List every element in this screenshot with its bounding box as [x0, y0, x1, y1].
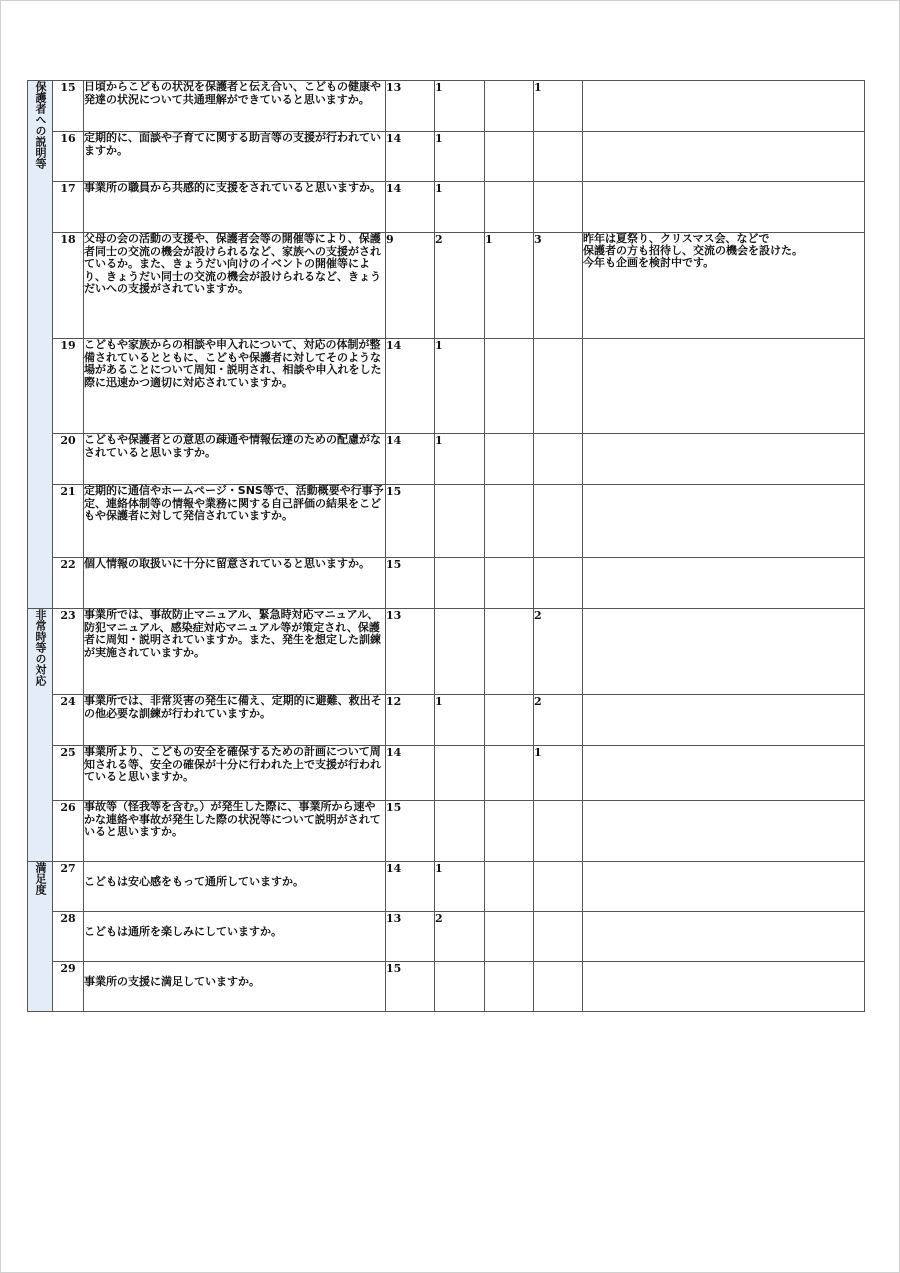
category-label: 非常時等の対応 — [34, 609, 47, 686]
table-row — [28, 339, 865, 434]
count-cell — [435, 746, 485, 801]
question-text: 事業所の職員から共感的に支援をされていると思いますか。 — [84, 182, 386, 233]
table-row — [28, 132, 865, 182]
count-cell — [435, 485, 485, 558]
table-row — [28, 962, 865, 1012]
question-text: 事業所では、事故防止マニュアル、緊急時対応マニュアル、防犯マニュアル、感染症対応マニュアル等が策定され、保護者に周知・説明されていますか。また、発生を想定した訓練が実施されていますか。 — [84, 609, 386, 695]
count-cell: 1 — [435, 339, 485, 434]
question-text: 事業所では、非常災害の発生に備え、定期的に避難、救出その他必要な訓練が行われていますか。 — [84, 695, 386, 746]
question-number: 21 — [53, 485, 84, 558]
question-text: 事業所より、こどもの安全を確保するための計画について周知される等、安全の確保が十分に行われた上で支援が行われていると思いますか。 — [84, 746, 386, 801]
count-cell: 1 — [485, 233, 534, 339]
count-cell — [485, 746, 534, 801]
count-cell — [485, 862, 534, 912]
count-cell: 13 — [386, 609, 435, 695]
count-cell: 14 — [386, 132, 435, 182]
count-cell — [485, 801, 534, 862]
question-number: 17 — [53, 182, 84, 233]
count-cell: 14 — [386, 746, 435, 801]
table-row — [28, 81, 865, 132]
count-cell — [534, 485, 583, 558]
table-row — [28, 182, 865, 233]
count-cell: 1 — [534, 746, 583, 801]
table-row — [28, 912, 865, 962]
count-cell — [485, 434, 534, 485]
comment-cell — [583, 81, 865, 132]
count-cell — [485, 132, 534, 182]
table-row — [28, 233, 865, 339]
table-row — [28, 485, 865, 558]
count-cell: 14 — [386, 339, 435, 434]
category-label: 満足度 — [34, 862, 47, 895]
count-cell — [534, 862, 583, 912]
count-cell: 12 — [386, 695, 435, 746]
count-cell: 14 — [386, 182, 435, 233]
comment-cell — [583, 695, 865, 746]
question-text: 父母の会の活動の支援や、保護者会等の開催等により、保護者同士の交流の機会が設けられるなど、家族への支援がされているか。また、きょうだい向けのイベントの開催等により、きょうだい同士の交流の機会が設けられるなど、きょうだいへの支援がされていますか。 — [84, 233, 386, 339]
comment-line: 今年も企画を検討中です。 — [583, 256, 715, 269]
count-cell: 15 — [386, 801, 435, 862]
question-text: こどもや保護者との意思の疎通や情報伝達のための配慮がなされていると思いますか。 — [84, 434, 386, 485]
question-text: こどもは安心感をもって通所していますか。 — [84, 862, 386, 912]
comment-cell — [583, 485, 865, 558]
question-text: 定期的に、面談や子育てに関する助言等の支援が行われていますか。 — [84, 132, 386, 182]
question-number: 15 — [53, 81, 84, 132]
comment-cell — [583, 558, 865, 609]
question-text: こどもや家族からの相談や申入れについて、対応の体制が整備されているとともに、こどもや保護者に対してそのような場があることについて周知・説明され、相談や申入れをした際に迅速かつ適切に対応されていますか。 — [84, 339, 386, 434]
count-cell — [485, 558, 534, 609]
question-number: 22 — [53, 558, 84, 609]
question-text: 事業所の支援に満足していますか。 — [84, 962, 386, 1012]
count-cell: 1 — [534, 81, 583, 132]
count-cell: 9 — [386, 233, 435, 339]
question-number: 26 — [53, 801, 84, 862]
question-text: 個人情報の取扱いに十分に留意されていると思いますか。 — [84, 558, 386, 609]
count-cell: 1 — [435, 862, 485, 912]
count-cell: 3 — [534, 233, 583, 339]
table-row — [28, 609, 865, 695]
table-row — [28, 434, 865, 485]
count-cell — [534, 912, 583, 962]
count-cell: 2 — [534, 609, 583, 695]
question-number: 25 — [53, 746, 84, 801]
comment-cell — [583, 182, 865, 233]
question-number: 16 — [53, 132, 84, 182]
comment-cell — [583, 862, 865, 912]
question-number: 23 — [53, 609, 84, 695]
count-cell — [435, 609, 485, 695]
question-number: 29 — [53, 962, 84, 1012]
category-label: 保護者への説明等 — [34, 81, 47, 169]
count-cell — [534, 434, 583, 485]
count-cell: 1 — [435, 182, 485, 233]
category-cell — [28, 609, 53, 862]
count-cell — [485, 182, 534, 233]
count-cell — [534, 962, 583, 1012]
question-number: 27 — [53, 862, 84, 912]
count-cell: 13 — [386, 912, 435, 962]
table-row — [28, 558, 865, 609]
count-cell — [485, 912, 534, 962]
question-number: 28 — [53, 912, 84, 962]
question-text: 日頃からこどもの状況を保護者と伝え合い、こどもの健康や発達の状況について共通理解ができていると思いますか。 — [84, 81, 386, 132]
count-cell: 1 — [435, 132, 485, 182]
count-cell — [435, 801, 485, 862]
table-row — [28, 695, 865, 746]
comment-cell — [583, 962, 865, 1012]
count-cell — [534, 182, 583, 233]
comment-cell — [583, 912, 865, 962]
question-number: 24 — [53, 695, 84, 746]
count-cell — [485, 339, 534, 434]
question-number: 19 — [53, 339, 84, 434]
count-cell: 1 — [435, 695, 485, 746]
comment-cell — [583, 609, 865, 695]
comment-line: 保護者の方も招待し、交流の機会を設けた。 — [583, 244, 803, 257]
count-cell: 15 — [386, 558, 435, 609]
comment-cell — [583, 132, 865, 182]
count-cell: 14 — [386, 434, 435, 485]
count-cell: 14 — [386, 862, 435, 912]
category-cell — [28, 81, 53, 609]
count-cell: 15 — [386, 485, 435, 558]
count-cell: 2 — [435, 233, 485, 339]
count-cell — [534, 558, 583, 609]
question-number: 18 — [53, 233, 84, 339]
category-cell — [28, 862, 53, 1012]
comment-line: 昨年は夏祭り、クリスマス会、などで — [583, 232, 770, 245]
count-cell — [485, 485, 534, 558]
question-text: こどもは通所を楽しみにしていますか。 — [84, 912, 386, 962]
table-row — [28, 746, 865, 801]
count-cell — [485, 81, 534, 132]
comment-cell — [583, 339, 865, 434]
count-cell — [435, 962, 485, 1012]
count-cell: 1 — [435, 81, 485, 132]
comment-cell — [583, 434, 865, 485]
count-cell — [485, 609, 534, 695]
count-cell: 15 — [386, 962, 435, 1012]
count-cell — [435, 558, 485, 609]
count-cell — [534, 801, 583, 862]
comment-cell — [583, 233, 865, 339]
count-cell: 2 — [435, 912, 485, 962]
count-cell — [534, 339, 583, 434]
count-cell — [485, 695, 534, 746]
comment-cell — [583, 746, 865, 801]
question-text: 定期的に通信やホームページ・SNS等で、活動概要や行事予定、連絡体制等の情報や業務に関する自己評価の結果をこどもや保護者に対して発信されていますか。 — [84, 485, 386, 558]
count-cell: 2 — [534, 695, 583, 746]
count-cell: 1 — [435, 434, 485, 485]
question-number: 20 — [53, 434, 84, 485]
table-row — [28, 801, 865, 862]
table-row — [28, 862, 865, 912]
count-cell — [485, 962, 534, 1012]
count-cell — [534, 132, 583, 182]
survey-table — [27, 80, 865, 1012]
question-text: 事故等（怪我等を含む。）が発生した際に、事業所から速やかな連絡や事故が発生した際の状況等について説明がされていると思いますか。 — [84, 801, 386, 862]
comment-cell — [583, 801, 865, 862]
count-cell: 13 — [386, 81, 435, 132]
